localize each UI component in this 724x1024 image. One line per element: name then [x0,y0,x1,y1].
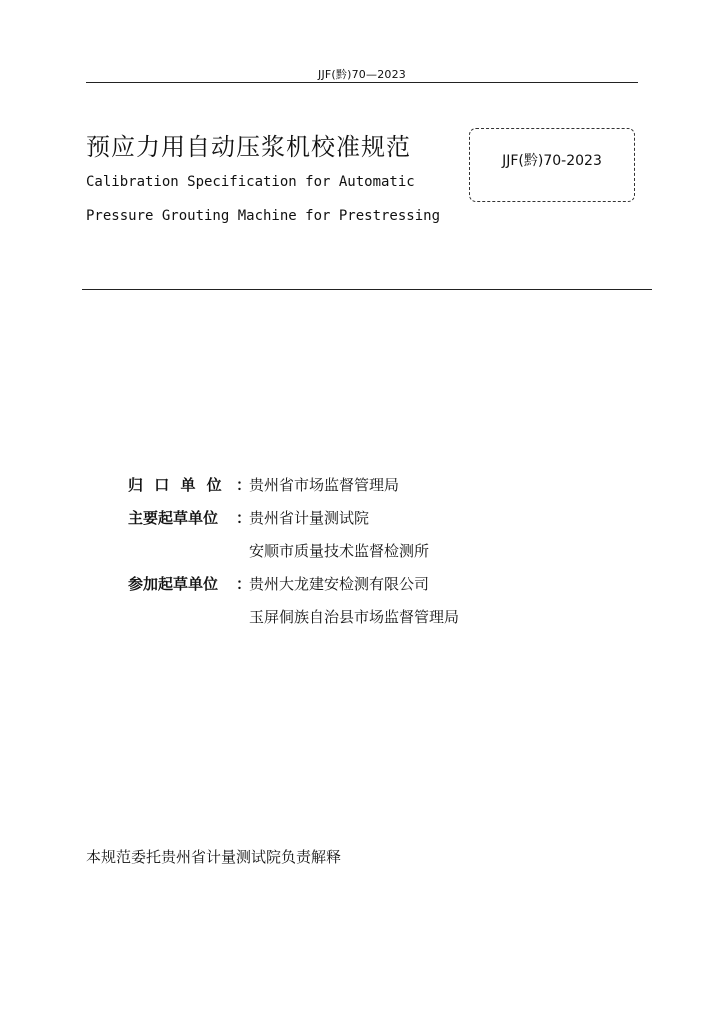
colon: ： [236,509,252,527]
main-divider [82,289,652,290]
specification-code: JJF(黔)70-2023 [502,153,602,169]
header-rule [86,82,638,83]
title-english-line-2: Pressure Grouting Machine for Prestressing [86,208,441,224]
colon: ： [236,476,252,494]
interpretation-note: 本规范委托贵州省计量测试院负责解释 [86,848,342,866]
main-drafting-unit-value: 安顺市质量技术监督检测所 [249,542,430,560]
title-chinese: 预应力用自动压浆机校准规范 [86,133,411,161]
header-code: JJF(黔)70—2023 [318,68,406,81]
participating-unit-value: 玉屏侗族自治县市场监督管理局 [249,608,460,626]
specification-code-box [469,128,635,202]
centralized-unit-value: 贵州省市场监督管理局 [249,476,400,494]
main-drafting-unit-value: 贵州省计量测试院 [249,509,370,527]
centralized-unit-label: 归 口 单 位 [128,476,225,494]
title-english-line-1: Calibration Specification for Automatic [86,174,415,190]
participating-unit-value: 贵州大龙建安检测有限公司 [249,575,430,593]
participating-unit-label: 参加起草单位 [128,575,219,593]
main-drafting-unit-label: 主要起草单位 [128,509,219,527]
colon: ： [236,575,252,593]
